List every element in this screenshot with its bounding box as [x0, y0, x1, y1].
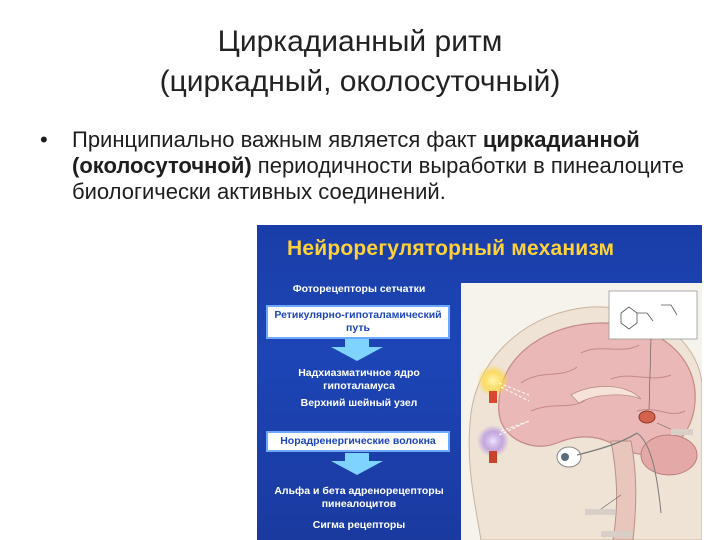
- bullet-item: [40, 127, 700, 205]
- title-line-2: (циркадный, околосуточный): [159, 65, 561, 98]
- light-rays-icon: [497, 375, 557, 445]
- flow-step-adrenoreceptors: Альфа и бета адренорецепторы пинеалоцитов: [274, 485, 444, 510]
- down-arrow-icon: [327, 339, 387, 361]
- slide-title: [80, 22, 640, 102]
- bullet-dot-icon: •: [40, 127, 48, 152]
- flow-step-noradrenergic: Норадренергические волокна: [266, 431, 450, 452]
- bullet-text-start: Принципиально важным является факт: [72, 127, 483, 152]
- bullet-text: [72, 127, 700, 205]
- neuroregulatory-figure: [257, 225, 702, 540]
- flow-step-scn: Надхиазматичное ядро гипоталамуса: [298, 367, 420, 392]
- flow-step-sigma: Сигма рецепторы: [312, 519, 406, 531]
- bullet-text-bold: циркадианной (околосуточной): [72, 127, 640, 178]
- title-line-1: Циркадианный ритм: [217, 25, 503, 58]
- flow-step-cervical-ganglion: Верхний шейный узел: [300, 397, 418, 409]
- flow-step-photoreceptors: Фоторецепторы сетчатки: [292, 283, 426, 295]
- down-arrow-icon: [327, 453, 387, 475]
- bullet-text-end: периодичности выработки в пинеалоците биологически активных соединений.: [72, 153, 684, 204]
- figure-title: Нейрорегуляторный механизм: [287, 237, 615, 260]
- flow-step-retinohypothalamic: Ретикулярно-гипоталамический путь: [266, 305, 450, 339]
